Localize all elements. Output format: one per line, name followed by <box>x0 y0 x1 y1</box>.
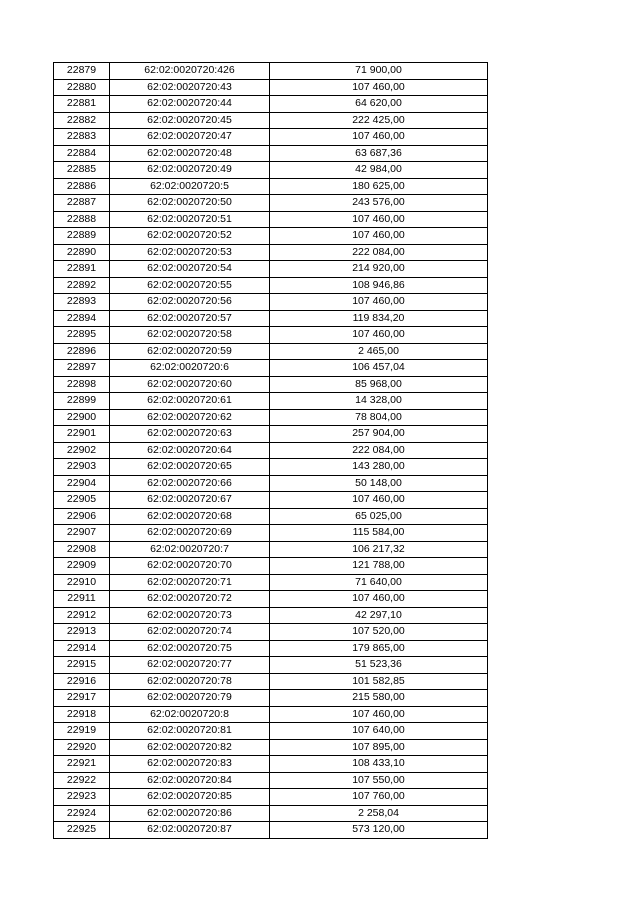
row-number-cell: 22922 <box>54 772 110 789</box>
cadastral-number-cell: 62:02:0020720:6 <box>110 360 270 377</box>
cadastral-number-cell: 62:02:0020720:52 <box>110 228 270 245</box>
value-cell: 65 025,00 <box>270 508 488 525</box>
value-cell: 107 460,00 <box>270 706 488 723</box>
table-row <box>54 310 488 327</box>
value-cell: 214 920,00 <box>270 261 488 278</box>
cadastral-number-cell: 62:02:0020720:82 <box>110 739 270 756</box>
row-number-cell: 22898 <box>54 376 110 393</box>
row-number-cell: 22919 <box>54 723 110 740</box>
cadastral-number-cell: 62:02:0020720:68 <box>110 508 270 525</box>
row-number-cell: 22911 <box>54 591 110 608</box>
cadastral-number-cell: 62:02:0020720:78 <box>110 673 270 690</box>
row-number-cell: 22881 <box>54 96 110 113</box>
row-number-cell: 22905 <box>54 492 110 509</box>
table-row <box>54 822 488 839</box>
table-row <box>54 574 488 591</box>
value-cell: 243 576,00 <box>270 195 488 212</box>
row-number-cell: 22893 <box>54 294 110 311</box>
row-number-cell: 22910 <box>54 574 110 591</box>
table-row <box>54 129 488 146</box>
value-cell: 64 620,00 <box>270 96 488 113</box>
value-cell: 143 280,00 <box>270 459 488 476</box>
cadastral-number-cell: 62:02:0020720:53 <box>110 244 270 261</box>
table-row <box>54 145 488 162</box>
table-row <box>54 657 488 674</box>
cadastral-number-cell: 62:02:0020720:5 <box>110 178 270 195</box>
value-cell: 107 760,00 <box>270 789 488 806</box>
row-number-cell: 22915 <box>54 657 110 674</box>
table-row <box>54 442 488 459</box>
cadastral-number-cell: 62:02:0020720:83 <box>110 756 270 773</box>
value-cell: 101 582,85 <box>270 673 488 690</box>
cadastral-number-cell: 62:02:0020720:69 <box>110 525 270 542</box>
value-cell: 119 834,20 <box>270 310 488 327</box>
value-cell: 257 904,00 <box>270 426 488 443</box>
cadastral-number-cell: 62:02:0020720:54 <box>110 261 270 278</box>
value-cell: 121 788,00 <box>270 558 488 575</box>
table-row <box>54 228 488 245</box>
row-number-cell: 22899 <box>54 393 110 410</box>
value-cell: 106 457,04 <box>270 360 488 377</box>
cadastral-number-cell: 62:02:0020720:81 <box>110 723 270 740</box>
table-row <box>54 640 488 657</box>
table-row <box>54 294 488 311</box>
table-row <box>54 459 488 476</box>
table-row <box>54 541 488 558</box>
value-cell: 2 465,00 <box>270 343 488 360</box>
row-number-cell: 22908 <box>54 541 110 558</box>
cadastral-number-cell: 62:02:0020720:45 <box>110 112 270 129</box>
row-number-cell: 22907 <box>54 525 110 542</box>
value-cell: 107 520,00 <box>270 624 488 641</box>
table-row <box>54 426 488 443</box>
table-row <box>54 244 488 261</box>
table-row <box>54 805 488 822</box>
cadastral-number-cell: 62:02:0020720:60 <box>110 376 270 393</box>
table-row <box>54 789 488 806</box>
value-cell: 573 120,00 <box>270 822 488 839</box>
table-row <box>54 195 488 212</box>
row-number-cell: 22916 <box>54 673 110 690</box>
table-row <box>54 376 488 393</box>
cadastral-number-cell: 62:02:0020720:426 <box>110 63 270 80</box>
data-table <box>53 62 488 839</box>
row-number-cell: 22902 <box>54 442 110 459</box>
table-row <box>54 277 488 294</box>
table-row <box>54 492 488 509</box>
row-number-cell: 22920 <box>54 739 110 756</box>
table-row <box>54 393 488 410</box>
row-number-cell: 22912 <box>54 607 110 624</box>
table-row <box>54 673 488 690</box>
cadastral-number-cell: 62:02:0020720:56 <box>110 294 270 311</box>
value-cell: 107 460,00 <box>270 327 488 344</box>
table-row <box>54 624 488 641</box>
row-number-cell: 22889 <box>54 228 110 245</box>
cadastral-number-cell: 62:02:0020720:73 <box>110 607 270 624</box>
row-number-cell: 22888 <box>54 211 110 228</box>
cadastral-number-cell: 62:02:0020720:43 <box>110 79 270 96</box>
cadastral-number-cell: 62:02:0020720:75 <box>110 640 270 657</box>
table-row <box>54 739 488 756</box>
cadastral-number-cell: 62:02:0020720:67 <box>110 492 270 509</box>
cadastral-number-cell: 62:02:0020720:63 <box>110 426 270 443</box>
value-cell: 78 804,00 <box>270 409 488 426</box>
cadastral-number-cell: 62:02:0020720:55 <box>110 277 270 294</box>
value-cell: 71 640,00 <box>270 574 488 591</box>
table-row <box>54 162 488 179</box>
row-number-cell: 22900 <box>54 409 110 426</box>
table-row <box>54 525 488 542</box>
value-cell: 215 580,00 <box>270 690 488 707</box>
value-cell: 107 640,00 <box>270 723 488 740</box>
cadastral-number-cell: 62:02:0020720:77 <box>110 657 270 674</box>
table-row <box>54 772 488 789</box>
row-number-cell: 22913 <box>54 624 110 641</box>
value-cell: 51 523,36 <box>270 657 488 674</box>
row-number-cell: 22904 <box>54 475 110 492</box>
table-row <box>54 178 488 195</box>
row-number-cell: 22880 <box>54 79 110 96</box>
value-cell: 42 984,00 <box>270 162 488 179</box>
value-cell: 107 460,00 <box>270 228 488 245</box>
cadastral-number-cell: 62:02:0020720:72 <box>110 591 270 608</box>
table-row <box>54 112 488 129</box>
value-cell: 115 584,00 <box>270 525 488 542</box>
cadastral-number-cell: 62:02:0020720:51 <box>110 211 270 228</box>
value-cell: 107 460,00 <box>270 129 488 146</box>
cadastral-number-cell: 62:02:0020720:57 <box>110 310 270 327</box>
table-row <box>54 756 488 773</box>
table-row <box>54 96 488 113</box>
table-row <box>54 508 488 525</box>
table-row <box>54 79 488 96</box>
row-number-cell: 22894 <box>54 310 110 327</box>
row-number-cell: 22897 <box>54 360 110 377</box>
table-row <box>54 211 488 228</box>
cadastral-number-cell: 62:02:0020720:8 <box>110 706 270 723</box>
table-row <box>54 63 488 80</box>
value-cell: 2 258,04 <box>270 805 488 822</box>
row-number-cell: 22892 <box>54 277 110 294</box>
cadastral-number-cell: 62:02:0020720:87 <box>110 822 270 839</box>
table-row <box>54 409 488 426</box>
row-number-cell: 22884 <box>54 145 110 162</box>
value-cell: 106 217,32 <box>270 541 488 558</box>
value-cell: 63 687,36 <box>270 145 488 162</box>
table-row <box>54 723 488 740</box>
row-number-cell: 22901 <box>54 426 110 443</box>
cadastral-number-cell: 62:02:0020720:70 <box>110 558 270 575</box>
table-body <box>54 63 488 839</box>
value-cell: 108 946,86 <box>270 277 488 294</box>
row-number-cell: 22918 <box>54 706 110 723</box>
value-cell: 107 460,00 <box>270 79 488 96</box>
cadastral-number-cell: 62:02:0020720:71 <box>110 574 270 591</box>
cadastral-number-cell: 62:02:0020720:61 <box>110 393 270 410</box>
cadastral-number-cell: 62:02:0020720:49 <box>110 162 270 179</box>
value-cell: 42 297,10 <box>270 607 488 624</box>
cadastral-number-cell: 62:02:0020720:84 <box>110 772 270 789</box>
cadastral-number-cell: 62:02:0020720:66 <box>110 475 270 492</box>
cadastral-number-cell: 62:02:0020720:64 <box>110 442 270 459</box>
row-number-cell: 22924 <box>54 805 110 822</box>
value-cell: 107 460,00 <box>270 591 488 608</box>
row-number-cell: 22886 <box>54 178 110 195</box>
table-row <box>54 343 488 360</box>
table-row <box>54 327 488 344</box>
row-number-cell: 22921 <box>54 756 110 773</box>
row-number-cell: 22879 <box>54 63 110 80</box>
value-cell: 71 900,00 <box>270 63 488 80</box>
cadastral-number-cell: 62:02:0020720:58 <box>110 327 270 344</box>
value-cell: 107 550,00 <box>270 772 488 789</box>
row-number-cell: 22891 <box>54 261 110 278</box>
row-number-cell: 22890 <box>54 244 110 261</box>
table-row <box>54 591 488 608</box>
row-number-cell: 22917 <box>54 690 110 707</box>
value-cell: 180 625,00 <box>270 178 488 195</box>
cadastral-number-cell: 62:02:0020720:85 <box>110 789 270 806</box>
value-cell: 222 425,00 <box>270 112 488 129</box>
row-number-cell: 22887 <box>54 195 110 212</box>
table-row <box>54 360 488 377</box>
row-number-cell: 22885 <box>54 162 110 179</box>
cadastral-number-cell: 62:02:0020720:65 <box>110 459 270 476</box>
cadastral-number-cell: 62:02:0020720:44 <box>110 96 270 113</box>
value-cell: 107 460,00 <box>270 211 488 228</box>
value-cell: 222 084,00 <box>270 244 488 261</box>
value-cell: 108 433,10 <box>270 756 488 773</box>
row-number-cell: 22914 <box>54 640 110 657</box>
cadastral-number-cell: 62:02:0020720:59 <box>110 343 270 360</box>
value-cell: 107 895,00 <box>270 739 488 756</box>
cadastral-number-cell: 62:02:0020720:50 <box>110 195 270 212</box>
cadastral-number-cell: 62:02:0020720:48 <box>110 145 270 162</box>
row-number-cell: 22906 <box>54 508 110 525</box>
value-cell: 50 148,00 <box>270 475 488 492</box>
table-row <box>54 607 488 624</box>
value-cell: 14 328,00 <box>270 393 488 410</box>
table-row <box>54 261 488 278</box>
row-number-cell: 22882 <box>54 112 110 129</box>
value-cell: 85 968,00 <box>270 376 488 393</box>
cadastral-number-cell: 62:02:0020720:47 <box>110 129 270 146</box>
table-row <box>54 690 488 707</box>
row-number-cell: 22923 <box>54 789 110 806</box>
cadastral-number-cell: 62:02:0020720:86 <box>110 805 270 822</box>
table-row <box>54 475 488 492</box>
row-number-cell: 22896 <box>54 343 110 360</box>
value-cell: 179 865,00 <box>270 640 488 657</box>
row-number-cell: 22895 <box>54 327 110 344</box>
row-number-cell: 22883 <box>54 129 110 146</box>
value-cell: 107 460,00 <box>270 492 488 509</box>
cadastral-number-cell: 62:02:0020720:74 <box>110 624 270 641</box>
cadastral-number-cell: 62:02:0020720:7 <box>110 541 270 558</box>
cadastral-number-cell: 62:02:0020720:62 <box>110 409 270 426</box>
row-number-cell: 22909 <box>54 558 110 575</box>
value-cell: 222 084,00 <box>270 442 488 459</box>
row-number-cell: 22925 <box>54 822 110 839</box>
row-number-cell: 22903 <box>54 459 110 476</box>
cadastral-number-cell: 62:02:0020720:79 <box>110 690 270 707</box>
table-row <box>54 706 488 723</box>
table-row <box>54 558 488 575</box>
value-cell: 107 460,00 <box>270 294 488 311</box>
